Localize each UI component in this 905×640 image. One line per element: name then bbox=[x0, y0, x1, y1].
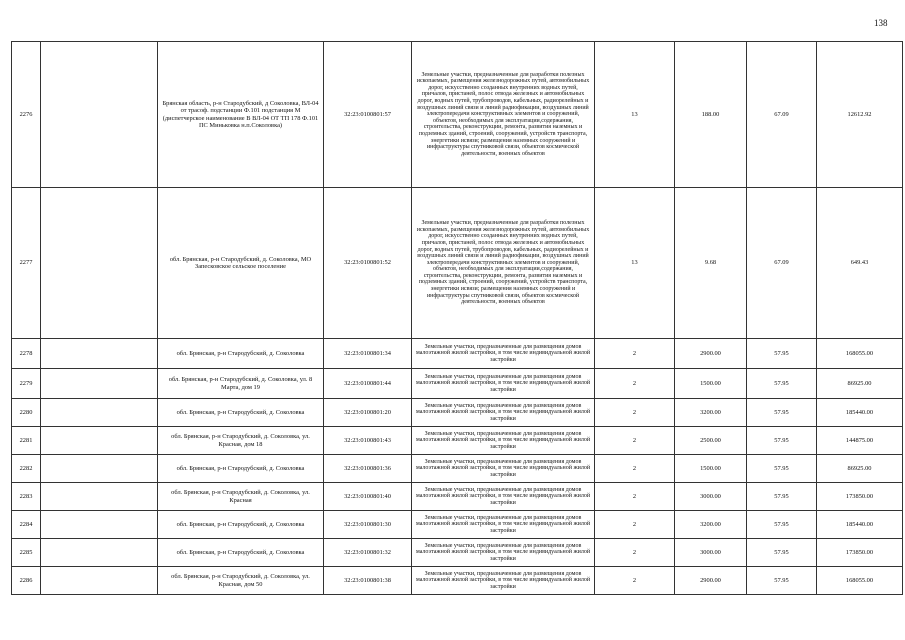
cadastral-value-cell: 173850.00 bbox=[817, 483, 903, 511]
cadastral-value-cell: 86925.00 bbox=[817, 455, 903, 483]
area-cell: 1500.00 bbox=[675, 369, 747, 399]
rate-cell: 57.95 bbox=[747, 339, 817, 369]
use-group-cell: 2 bbox=[595, 567, 675, 595]
row-number-cell: 2281 bbox=[12, 427, 41, 455]
land-registry-table bbox=[11, 41, 903, 595]
cadastral-number-cell: 32:23:0100801:52 bbox=[324, 188, 412, 339]
land-use-cell: Земельные участки, предназначенные для размещения домов малоэтажной жилой застройки, в том числе индивидуальной жилой застройки bbox=[412, 427, 595, 455]
land-use-cell: Земельные участки, предназначенные для размещения домов малоэтажной жилой застройки, в том числе индивидуальной жилой застройки bbox=[412, 369, 595, 399]
table-row bbox=[12, 42, 903, 188]
rate-cell: 57.95 bbox=[747, 511, 817, 539]
use-group-cell: 2 bbox=[595, 399, 675, 427]
rate-cell: 57.95 bbox=[747, 483, 817, 511]
address-cell: обл. Брянская, р-н Стародубский, д. Соколовка, МО Запесковское сельское поселение bbox=[158, 188, 324, 339]
land-use-cell: Земельные участки, предназначенные для размещения домов малоэтажной жилой застройки, в том числе индивидуальной жилой застройки bbox=[412, 339, 595, 369]
row-number-cell: 2282 bbox=[12, 455, 41, 483]
cadastral-value-cell: 12612.92 bbox=[817, 42, 903, 188]
land-use-cell: Земельные участки, предназначенные для размещения домов малоэтажной жилой застройки, в том числе индивидуальной жилой застройки bbox=[412, 539, 595, 567]
cadastral-value-cell: 86925.00 bbox=[817, 369, 903, 399]
use-group-cell: 13 bbox=[595, 188, 675, 339]
area-cell: 9.68 bbox=[675, 188, 747, 339]
row-number-cell: 2285 bbox=[12, 539, 41, 567]
cadastral-number-cell: 32:23:0100801:38 bbox=[324, 567, 412, 595]
rate-cell: 57.95 bbox=[747, 369, 817, 399]
use-group-cell: 2 bbox=[595, 455, 675, 483]
area-cell: 3000.00 bbox=[675, 483, 747, 511]
area-cell: 2900.00 bbox=[675, 567, 747, 595]
table-row bbox=[12, 399, 903, 427]
row-number-cell: 2284 bbox=[12, 511, 41, 539]
address-cell: обл. Брянская, р-н Стародубский, д. Соколовка bbox=[158, 455, 324, 483]
land-use-cell: Земельные участки, предназначенные для размещения домов малоэтажной жилой застройки, в том числе индивидуальной жилой застройки bbox=[412, 567, 595, 595]
row-number-cell: 2276 bbox=[12, 42, 41, 188]
rate-cell: 67.09 bbox=[747, 42, 817, 188]
row-number-cell: 2286 bbox=[12, 567, 41, 595]
cadastral-number-cell: 32:23:0100801:57 bbox=[324, 42, 412, 188]
cadastral-value-cell: 168055.00 bbox=[817, 339, 903, 369]
cadastral-value-cell: 185440.00 bbox=[817, 511, 903, 539]
rate-cell: 67.09 bbox=[747, 188, 817, 339]
land-use-cell: Земельные участки, предназначенные для размещения домов малоэтажной жилой застройки, в том числе индивидуальной жилой застройки bbox=[412, 399, 595, 427]
rate-cell: 57.95 bbox=[747, 399, 817, 427]
address-cell: обл. Брянская, р-н Стародубский, д. Соколовка, ул. 8 Марта, дом 19 bbox=[158, 369, 324, 399]
land-use-cell: Земельные участки, предназначенные для размещения домов малоэтажной жилой застройки, в том числе индивидуальной жилой застройки bbox=[412, 483, 595, 511]
use-group-cell: 2 bbox=[595, 369, 675, 399]
area-cell: 3200.00 bbox=[675, 511, 747, 539]
address-cell: обл. Брянская, р-н Стародубский, д. Соколовка bbox=[158, 511, 324, 539]
land-use-cell: Земельные участки, предназначенные для размещения домов малоэтажной жилой застройки, в том числе индивидуальной жилой застройки bbox=[412, 511, 595, 539]
address-cell: обл. Брянская, р-н Стародубский, д. Соколовка bbox=[158, 399, 324, 427]
area-cell: 2500.00 bbox=[675, 427, 747, 455]
table-row bbox=[12, 339, 903, 369]
rate-cell: 57.95 bbox=[747, 567, 817, 595]
row-number-cell: 2279 bbox=[12, 369, 41, 399]
cadastral-value-cell: 168055.00 bbox=[817, 567, 903, 595]
blank-cell bbox=[41, 399, 158, 427]
row-number-cell: 2277 bbox=[12, 188, 41, 339]
address-cell: обл. Брянская, р-н Стародубский, д. Соколовка bbox=[158, 339, 324, 369]
blank-cell bbox=[41, 511, 158, 539]
table-row bbox=[12, 369, 903, 399]
cadastral-number-cell: 32:23:0100801:30 bbox=[324, 511, 412, 539]
page-number: 138 bbox=[874, 18, 888, 28]
table-row bbox=[12, 188, 903, 339]
use-group-cell: 2 bbox=[595, 427, 675, 455]
cadastral-number-cell: 32:23:0100801:20 bbox=[324, 399, 412, 427]
blank-cell bbox=[41, 42, 158, 188]
land-use-cell: Земельные участки, предназначенные для разработки полезных ископаемых, размещения железнодорожных путей, автомобильных дорог, искусственно созданных внутренних водных путей, причалов, пристаней, полос отвода железных и автомобильных дорог, водных путей, трубопроводов, кабельных, радиорелейных и воздушных линий связи и линий радиофикации, воздушных линий электропередачи конструктивных элементов и сооружений, объектов, необходимых для эксплуатации,содержания, строительства, реконструкции, ремонта, развития наземных и подземных зданий, строений, сооружений, устройств транспорта, энергетики исвязи; размещения наземных сооружений и инфраструктуры спутниковой связи, объектов космической деятельности, военных объектов bbox=[412, 188, 595, 339]
cadastral-value-cell: 173850.00 bbox=[817, 539, 903, 567]
blank-cell bbox=[41, 567, 158, 595]
land-use-cell: Земельные участки, предназначенные для размещения домов малоэтажной жилой застройки, в том числе индивидуальной жилой застройки bbox=[412, 455, 595, 483]
use-group-cell: 2 bbox=[595, 511, 675, 539]
rate-cell: 57.95 bbox=[747, 455, 817, 483]
table-row bbox=[12, 483, 903, 511]
blank-cell bbox=[41, 188, 158, 339]
cadastral-number-cell: 32:23:0100801:43 bbox=[324, 427, 412, 455]
area-cell: 2900.00 bbox=[675, 339, 747, 369]
address-cell: обл. Брянская, р-н Стародубский, д. Соколовка bbox=[158, 539, 324, 567]
use-group-cell: 2 bbox=[595, 339, 675, 369]
table-row bbox=[12, 455, 903, 483]
use-group-cell: 2 bbox=[595, 539, 675, 567]
cadastral-value-cell: 649.43 bbox=[817, 188, 903, 339]
rate-cell: 57.95 bbox=[747, 539, 817, 567]
cadastral-number-cell: 32:23:0100801:40 bbox=[324, 483, 412, 511]
address-cell: обл. Брянская, р-н Стародубский, д. Соколовка, ул. Красная, дом 50 bbox=[158, 567, 324, 595]
cadastral-value-cell: 144875.00 bbox=[817, 427, 903, 455]
row-number-cell: 2280 bbox=[12, 399, 41, 427]
blank-cell bbox=[41, 427, 158, 455]
table-row bbox=[12, 427, 903, 455]
cadastral-number-cell: 32:23:0100801:32 bbox=[324, 539, 412, 567]
cadastral-number-cell: 32:23:0100801:36 bbox=[324, 455, 412, 483]
use-group-cell: 2 bbox=[595, 483, 675, 511]
cadastral-value-cell: 185440.00 bbox=[817, 399, 903, 427]
row-number-cell: 2283 bbox=[12, 483, 41, 511]
address-cell: Брянская область, р-н Стародубский, д Соколовка, ВЛ-04 от трасоф. подстанции Ф.101 подстанция М (диспетчерское наименование В ВЛ-04 ОТ ТП 178 Ф.101 ПС Миньковка н.п.Соколовка) bbox=[158, 42, 324, 188]
area-cell: 3200.00 bbox=[675, 399, 747, 427]
row-number-cell: 2278 bbox=[12, 339, 41, 369]
blank-cell bbox=[41, 539, 158, 567]
area-cell: 188.00 bbox=[675, 42, 747, 188]
table-row bbox=[12, 511, 903, 539]
cadastral-number-cell: 32:23:0100801:44 bbox=[324, 369, 412, 399]
table-row bbox=[12, 567, 903, 595]
blank-cell bbox=[41, 369, 158, 399]
use-group-cell: 13 bbox=[595, 42, 675, 188]
blank-cell bbox=[41, 483, 158, 511]
address-cell: обл. Брянская, р-н Стародубский, д. Соколовка, ул. Красная bbox=[158, 483, 324, 511]
land-use-cell: Земельные участки, предназначенные для разработки полезных ископаемых, размещения железнодорожных путей, автомобильных дорог, искусственно созданных внутренних водных путей, причалов, пристаней, полос отвода железных и автомобильных дорог, водных путей, трубопроводов, кабельных, радиорелейных и воздушных линий связи и линий радиофикации, воздушных линий электропередачи конструктивных элементов и сооружений, объектов, необходимых для эксплуатации,содержания, строительства, реконструкции, ремонта, развития наземных и подземных зданий, строений, сооружений, устройств транспорта, энергетики исвязи; размещения наземных сооружений и инфраструктуры спутниковой связи, объектов космической деятельности, военных объектов bbox=[412, 42, 595, 188]
area-cell: 3000.00 bbox=[675, 539, 747, 567]
address-cell: обл. Брянская, р-н Стародубский, д. Соколовка, ул. Красная, дом 18 bbox=[158, 427, 324, 455]
cadastral-number-cell: 32:23:0100801:34 bbox=[324, 339, 412, 369]
table-row bbox=[12, 539, 903, 567]
rate-cell: 57.95 bbox=[747, 427, 817, 455]
area-cell: 1500.00 bbox=[675, 455, 747, 483]
blank-cell bbox=[41, 339, 158, 369]
blank-cell bbox=[41, 455, 158, 483]
